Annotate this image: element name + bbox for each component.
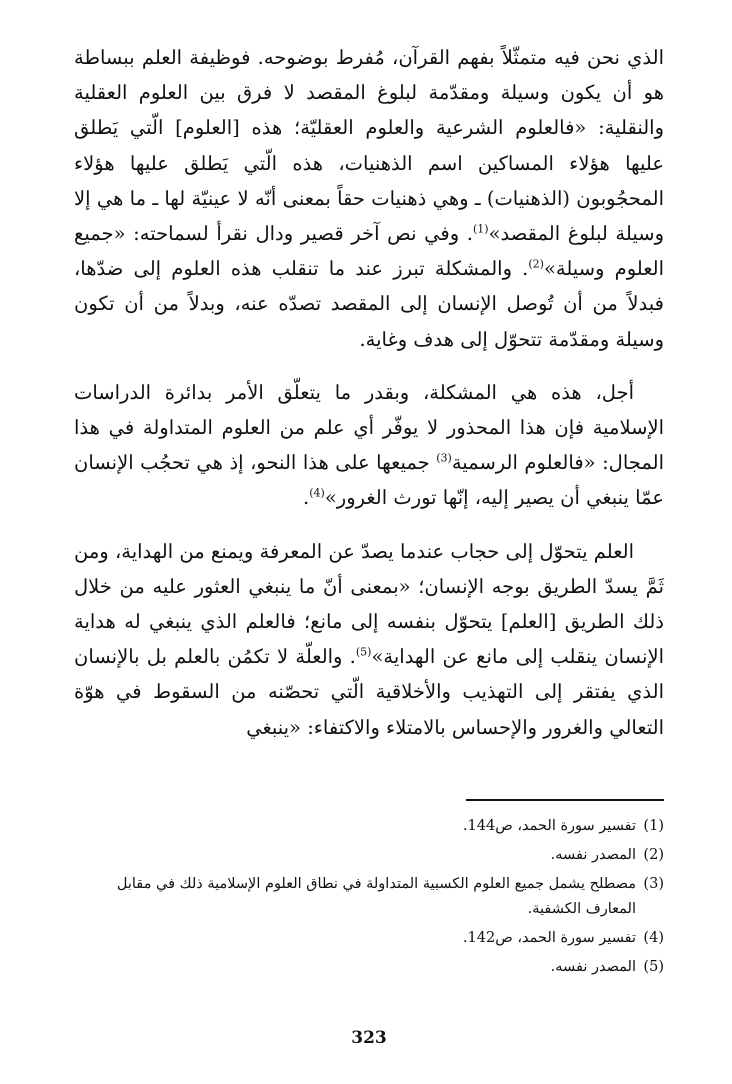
text-run: . والعلّة لا تكمُن بالعلم بل بالإنسان الذي يفتقر إلى التهذيب والأخلاقية الّتي تحصّنه من السقوط في هوّة التعالي والغرور والإحساس بالامتلاء والاكتفاء: «ينبغي [74, 645, 664, 739]
text-run: جميعها على هذا النحو، إذ هي تحجُب الإنسان عمّا ينبغي أن يصير إليه، إنّها تورث الغرور» [74, 451, 664, 510]
main-text [74, 40, 664, 745]
footnote-ref-2[interactable]: (2) [528, 257, 544, 271]
footnote-text: تفسير سورة الحمد، ص142. [462, 930, 636, 946]
book-page [74, 40, 664, 1070]
footnote-text: المصدر نفسه. [550, 959, 636, 975]
text-run: . والمشكلة تبرز عند ما تنقلب هذه العلوم إلى ضدّها، فبدلاً من أن تُوصل الإنسان إلى المقصد تصدّه عنه، وبدلاً من أن تكون وسيلة ومقدّمة تتحوّل إلى هدف وغاية. [74, 257, 664, 351]
text-run: . وفي نص آخر قصير ودال نقرأ لسماحته: «جميع العلوم وسيلة» [74, 222, 664, 281]
footnote-ref-3[interactable]: (3) [436, 451, 452, 465]
footnote-divider [466, 799, 664, 801]
text-run: أجل، هذه هي المشكلة، وبقدر ما يتعلّق الأمر بدائرة الدراسات الإسلامية فإن هذا المحذور لا يوفّر أي علم من العلوم المتداولة في هذا المجال: «فالعلوم الرسمية [74, 380, 664, 475]
footnote-ref-5[interactable]: (5) [355, 645, 372, 659]
footnote-item [74, 926, 664, 951]
footnote-item [74, 843, 664, 868]
footnote-text: تفسير سورة الحمد، ص144. [462, 818, 636, 834]
footnote-text: المصدر نفسه. [550, 847, 636, 863]
paragraph-3 [74, 534, 664, 745]
footnotes [74, 814, 664, 984]
footnote-number: (4) [643, 930, 664, 946]
paragraph-1 [74, 40, 664, 357]
footnote-ref-1[interactable]: (1) [472, 222, 489, 236]
text-run: . [303, 486, 310, 510]
footnote-number: (5) [643, 959, 664, 975]
text-run: العلم يتحوّل إلى حجاب عندما يصدّ عن المعرفة ويمنع من الهداية، ومن ثَمَّ يسدّ الطريق بوجه الإنسان؛ «بمعنى أنّ ما ينبغي العثور عليه من خلال ذلك الطريق [العلم] يتحوّل بنفسه إلى مانع؛ فالعلم الذي ينبغي له هداية الإنسان ينقلب إلى مانع عن الهداية» [74, 539, 664, 669]
page-number: 323 [351, 1028, 387, 1048]
footnote-number: (1) [643, 818, 664, 834]
text-run: الذي نحن فيه متمثّلاً بفهم القرآن، مُفرط بوضوحه. فوظيفة العلم ببساطة هو أن يكون وسيلة ومقدّمة لبلوغ المقصد لا فرق بين العلوم العقلية والنقلية: «فالعلوم الشرعية والعلوم العقليّة؛ هذه [العلوم] الّتي يَطلق عليها هؤلاء المساكين اسم الذهنيات، هذه الّتي يَطلق عليها هؤلاء المحجُوبون (الذهنيات) ـ وهي ذهنيات حقاً بمعنى أنّه لا عينيّة لها ـ ما هي إلا وسيلة لبلوغ المقصد» [74, 46, 664, 246]
footnote-item [74, 872, 664, 922]
footnote-item [74, 955, 664, 980]
footnote-number: (3) [643, 876, 664, 892]
paragraph-2 [74, 375, 664, 516]
footnote-ref-4[interactable]: (4) [309, 486, 325, 500]
footnote-number: (2) [643, 847, 664, 863]
footnote-text: مصطلح يشمل جميع العلوم الكسبية المتداولة في نطاق العلوم الإسلامية ذلك في مقابل المعارف الكشفية. [116, 876, 636, 917]
footnote-item [74, 814, 664, 839]
